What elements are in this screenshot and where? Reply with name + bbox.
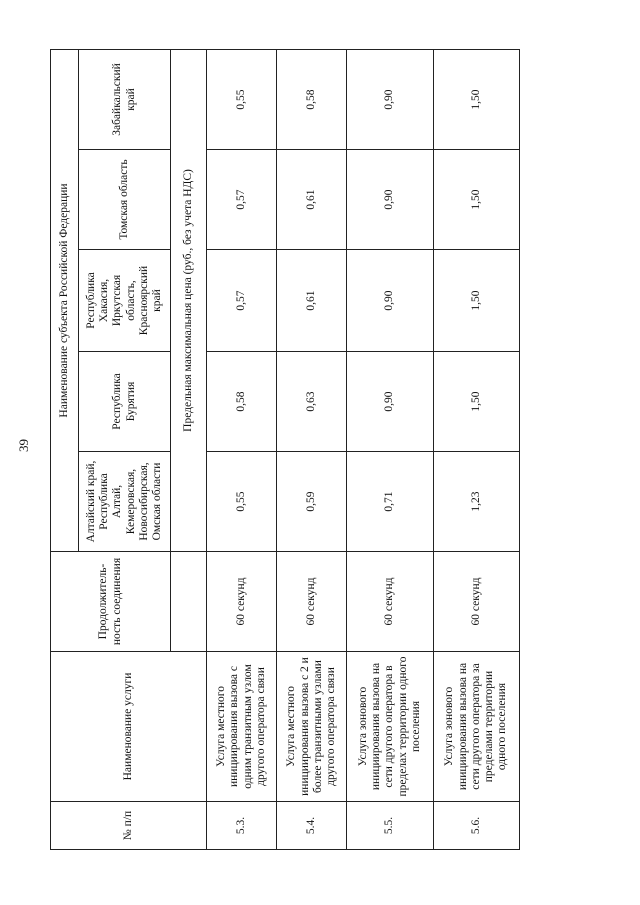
header-num: № п/п bbox=[51, 802, 207, 850]
row-price: 0,71 bbox=[347, 452, 433, 552]
header-duration: Продолжитель-ность соединения bbox=[51, 552, 171, 652]
row-price: 1,50 bbox=[433, 150, 519, 250]
row-price: 0,59 bbox=[277, 452, 347, 552]
header-region-3: Республика Хакасия, Иркутская область, Красноярский край bbox=[79, 250, 171, 352]
row-price: 0,90 bbox=[347, 49, 433, 149]
row-service: Услуга местного инициирования вызова с 2 и более транзитными узлами другого оператора связи bbox=[277, 652, 347, 802]
row-price: 0,57 bbox=[207, 250, 277, 352]
row-price: 0,61 bbox=[277, 250, 347, 352]
row-price: 0,57 bbox=[207, 150, 277, 250]
row-price: 0,90 bbox=[347, 250, 433, 352]
row-service: Услуга местного инициирования вызова с одним транзитным узлом другого оператора связи bbox=[207, 652, 277, 802]
header-region-1: Алтайский край, Республика Алтай, Кемеровская, Новосибирская, Омская области bbox=[79, 452, 171, 552]
row-price: 1,50 bbox=[433, 352, 519, 452]
table-row bbox=[433, 49, 519, 849]
row-price: 0,90 bbox=[347, 150, 433, 250]
row-price: 1,50 bbox=[433, 250, 519, 352]
header-region-5: Забайкальский край bbox=[79, 49, 171, 149]
row-price: 0,58 bbox=[207, 352, 277, 452]
rotated-page bbox=[50, 50, 520, 850]
row-price: 0,58 bbox=[277, 49, 347, 149]
header-price-note: Предельная максимальная цена (руб., без учета НДС) bbox=[171, 49, 207, 551]
row-price: 1,50 bbox=[433, 49, 519, 149]
row-price: 0,63 bbox=[277, 352, 347, 452]
row-num: 5.4. bbox=[277, 802, 347, 850]
row-price: 0,55 bbox=[207, 49, 277, 149]
page-number: 39 bbox=[16, 439, 31, 452]
header-region-2: Республика Бурятия bbox=[79, 352, 171, 452]
tariff-table bbox=[50, 49, 520, 850]
row-duration: 60 секунд bbox=[433, 552, 519, 652]
header-service: Наименование услуги bbox=[51, 652, 207, 802]
table-row bbox=[207, 49, 277, 849]
row-duration: 60 секунд bbox=[277, 552, 347, 652]
row-service: Услуга зонового инициирования вызова на сети другого оператора за пределами территории одного поселения bbox=[433, 652, 519, 802]
row-duration: 60 секунд bbox=[347, 552, 433, 652]
row-duration: 60 секунд bbox=[207, 552, 277, 652]
row-num: 5.6. bbox=[433, 802, 519, 850]
row-num: 5.3. bbox=[207, 802, 277, 850]
row-num: 5.5. bbox=[347, 802, 433, 850]
header-duration-empty bbox=[171, 552, 207, 652]
table-row bbox=[277, 49, 347, 849]
row-price: 0,55 bbox=[207, 452, 277, 552]
header-subject-group: Наименование субъекта Российской Федерации bbox=[51, 49, 79, 551]
header-region-4: Томская область bbox=[79, 150, 171, 250]
row-price: 0,61 bbox=[277, 150, 347, 250]
row-price: 1,23 bbox=[433, 452, 519, 552]
row-price: 0,90 bbox=[347, 352, 433, 452]
table-row bbox=[347, 49, 433, 849]
row-service: Услуга зонового инициирования вызова на сети другого оператора в пределах территории одного поселения bbox=[347, 652, 433, 802]
